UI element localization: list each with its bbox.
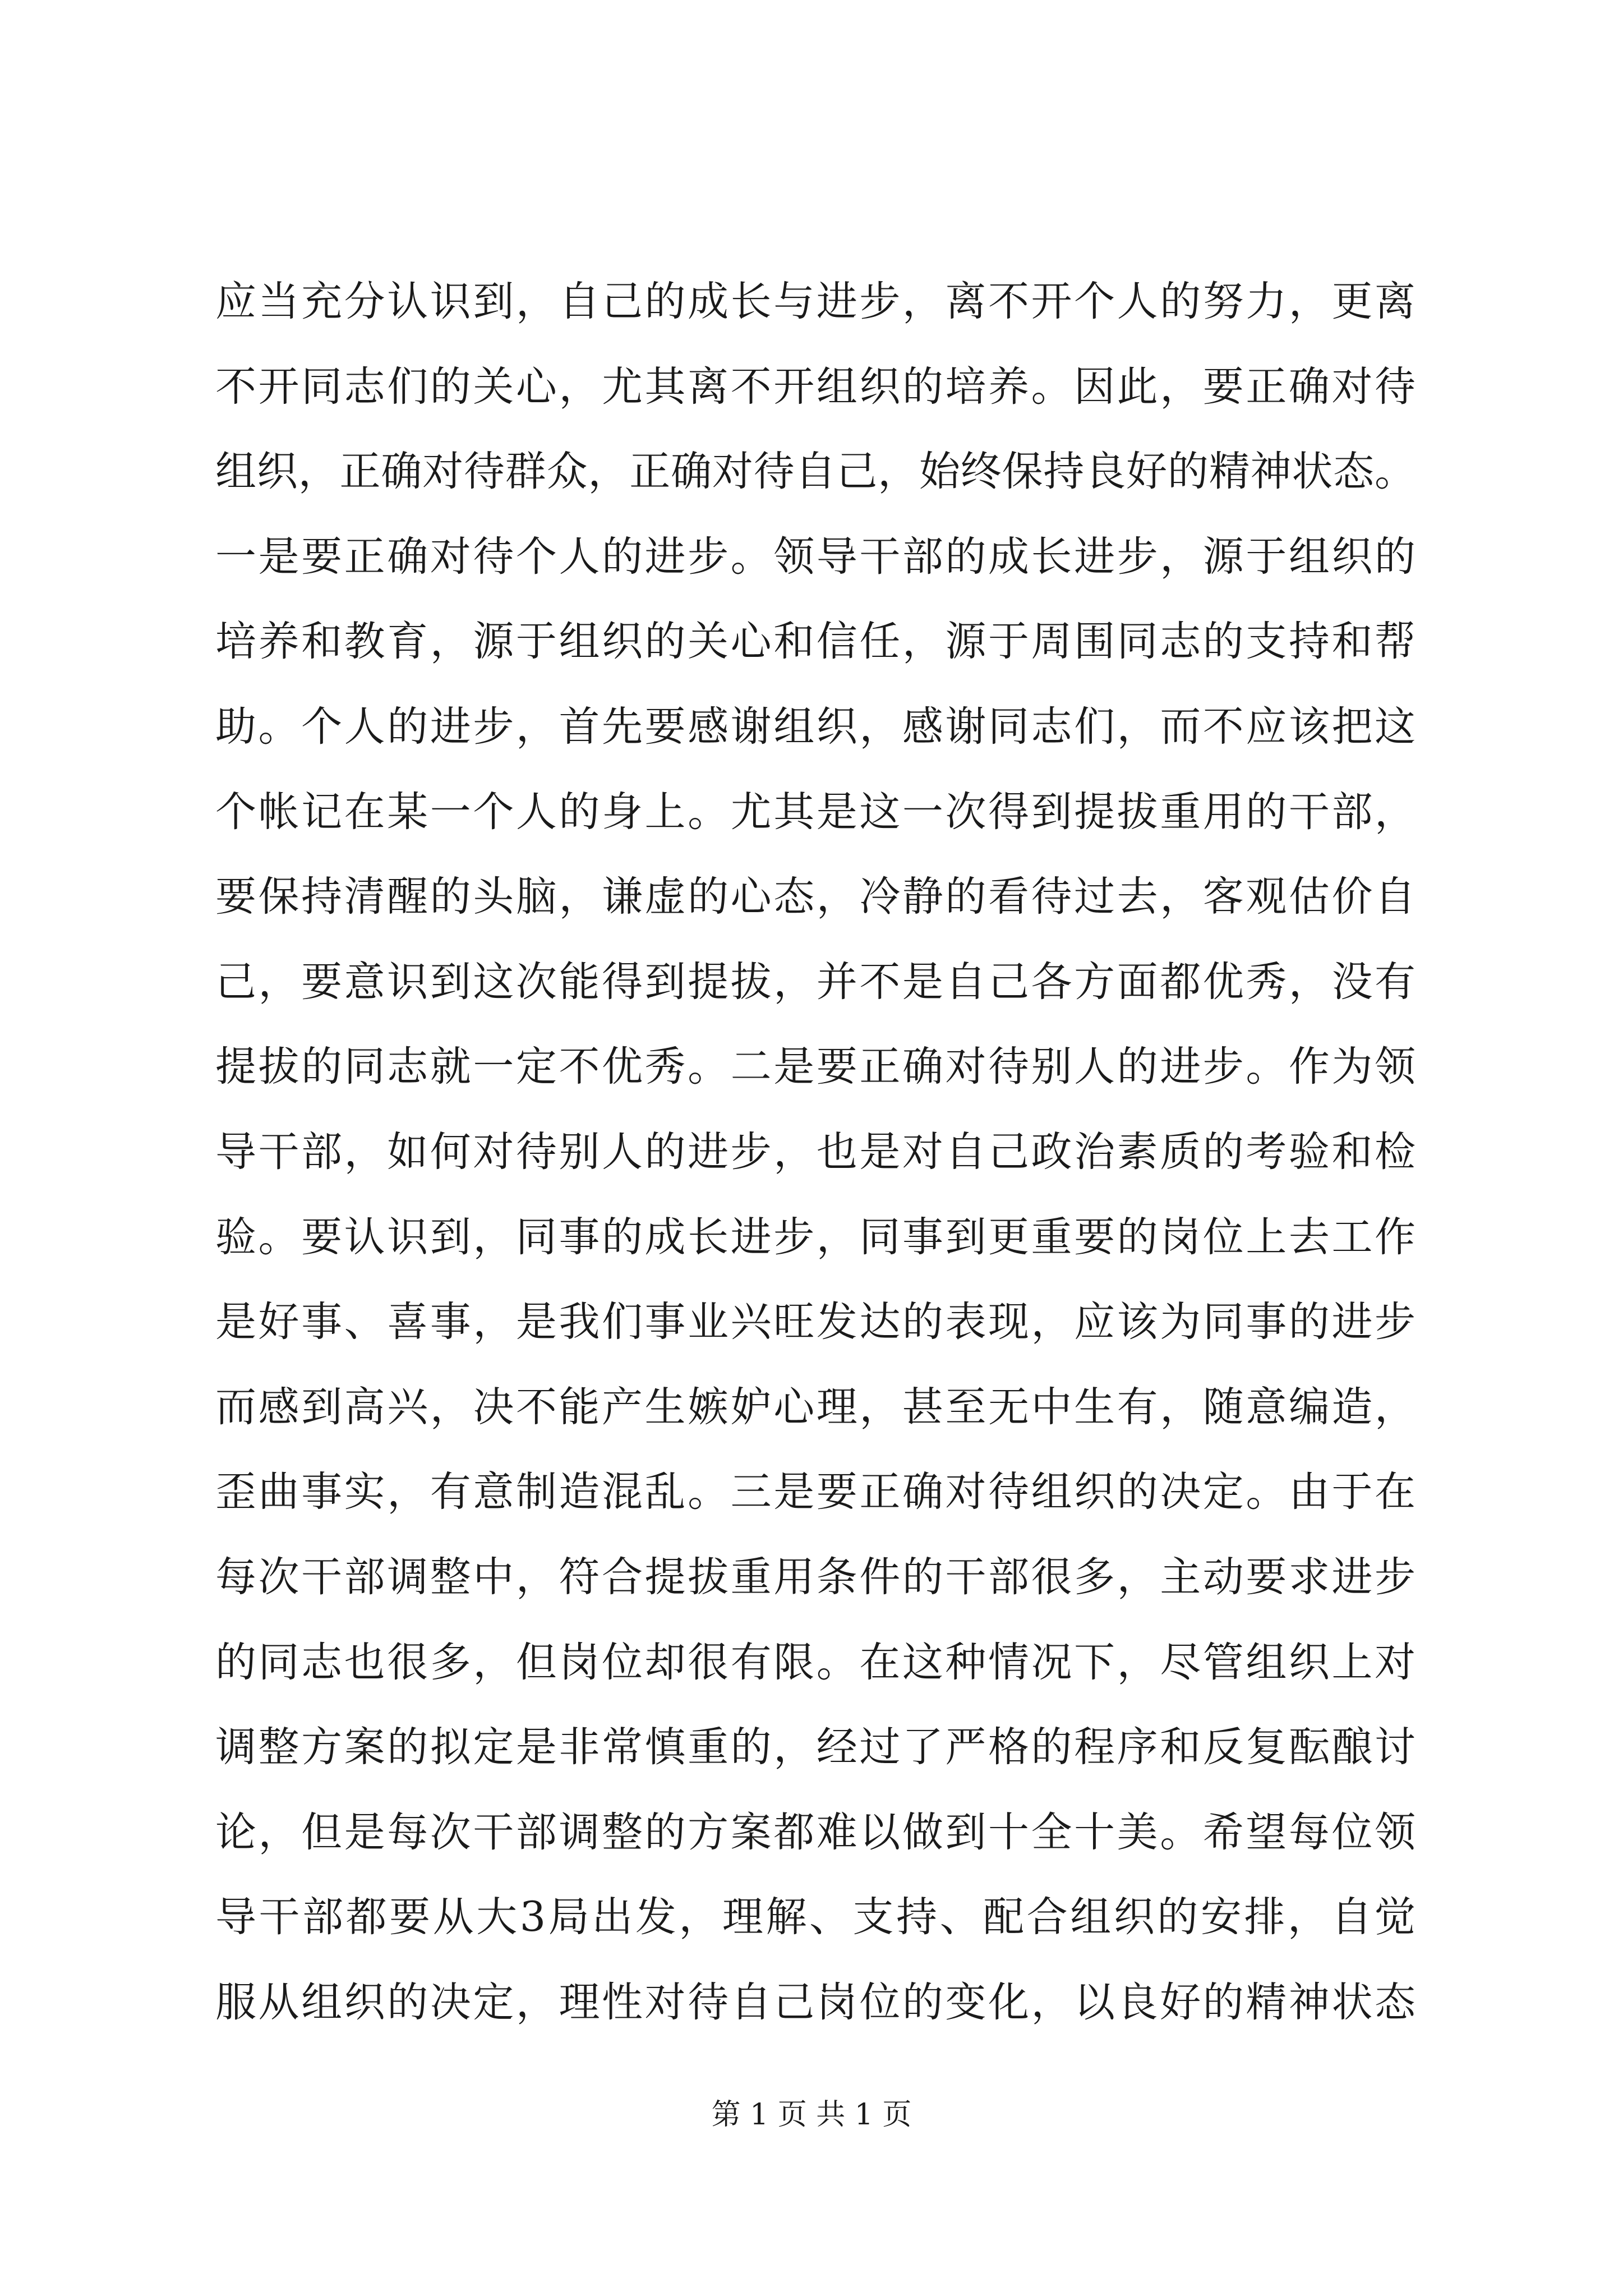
text-line: 导干部，如何对待别人的进步，也是对自己政治素质的考验和检 <box>215 1128 1415 1176</box>
text-line: 培养和教育，源于组织的关心和信任，源于周围同志的支持和帮 <box>215 618 1415 666</box>
text-line: 调整方案的拟定是非常慎重的，经过了严格的程序和反复酝酿讨 <box>215 1723 1415 1772</box>
text-line: 一是要正确对待个人的进步。领导干部的成长进步，源于组织的 <box>215 532 1415 581</box>
text-line: 论，但是每次干部调整的方案都难以做到十全十美。希望每位领 <box>215 1808 1415 1856</box>
text-line: 个帐记在某一个人的身上。尤其是这一次得到提拔重用的干部， <box>215 788 1415 836</box>
text-line: 每次干部调整中，符合提拔重用条件的干部很多，主动要求进步 <box>215 1553 1415 1601</box>
text-line: 组织，正确对待群众，正确对待自己，始终保持良好的精神状态。 <box>215 448 1415 496</box>
text-line: 是好事、喜事，是我们事业兴旺发达的表现，应该为同事的进步 <box>215 1298 1415 1346</box>
text-line: 服从组织的决定，理性对待自己岗位的变化，以良好的精神状态 <box>215 1978 1415 2026</box>
text-line: 己，要意识到这次能得到提拔，并不是自己各方面都优秀，没有 <box>215 958 1415 1006</box>
text-line: 助。个人的进步，首先要感谢组织，感谢同志们，而不应该把这 <box>215 702 1415 751</box>
text-line: 导干部都要从大3局出发，理解、支持、配合组织的安排，自觉 <box>215 1893 1415 1941</box>
text-line: 验。要认识到，同事的成长进步，同事到更重要的岗位上去工作 <box>215 1213 1415 1261</box>
body-text <box>215 259 1415 2045</box>
text-line: 要保持清醒的头脑，谦虚的心态，冷静的看待过去，客观估价自 <box>215 873 1415 921</box>
text-line: 应当充分认识到，自己的成长与进步，离不开个人的努力，更离 <box>215 278 1415 325</box>
text-line: 而感到高兴，决不能产生嫉妒心理，甚至无中生有，随意编造， <box>215 1383 1415 1431</box>
page-footer: 第 1 页 共 1 页 <box>711 2098 912 2132</box>
text-line: 的同志也很多，但岗位却很有限。在这种情况下，尽管组织上对 <box>215 1638 1415 1686</box>
text-line: 歪曲事实，有意制造混乱。三是要正确对待组织的决定。由于在 <box>215 1468 1415 1516</box>
text-line: 提拔的同志就一定不优秀。二是要正确对待别人的进步。作为领 <box>215 1043 1415 1091</box>
text-line: 不开同志们的关心，尤其离不开组织的培养。因此，要正确对待 <box>215 362 1415 411</box>
